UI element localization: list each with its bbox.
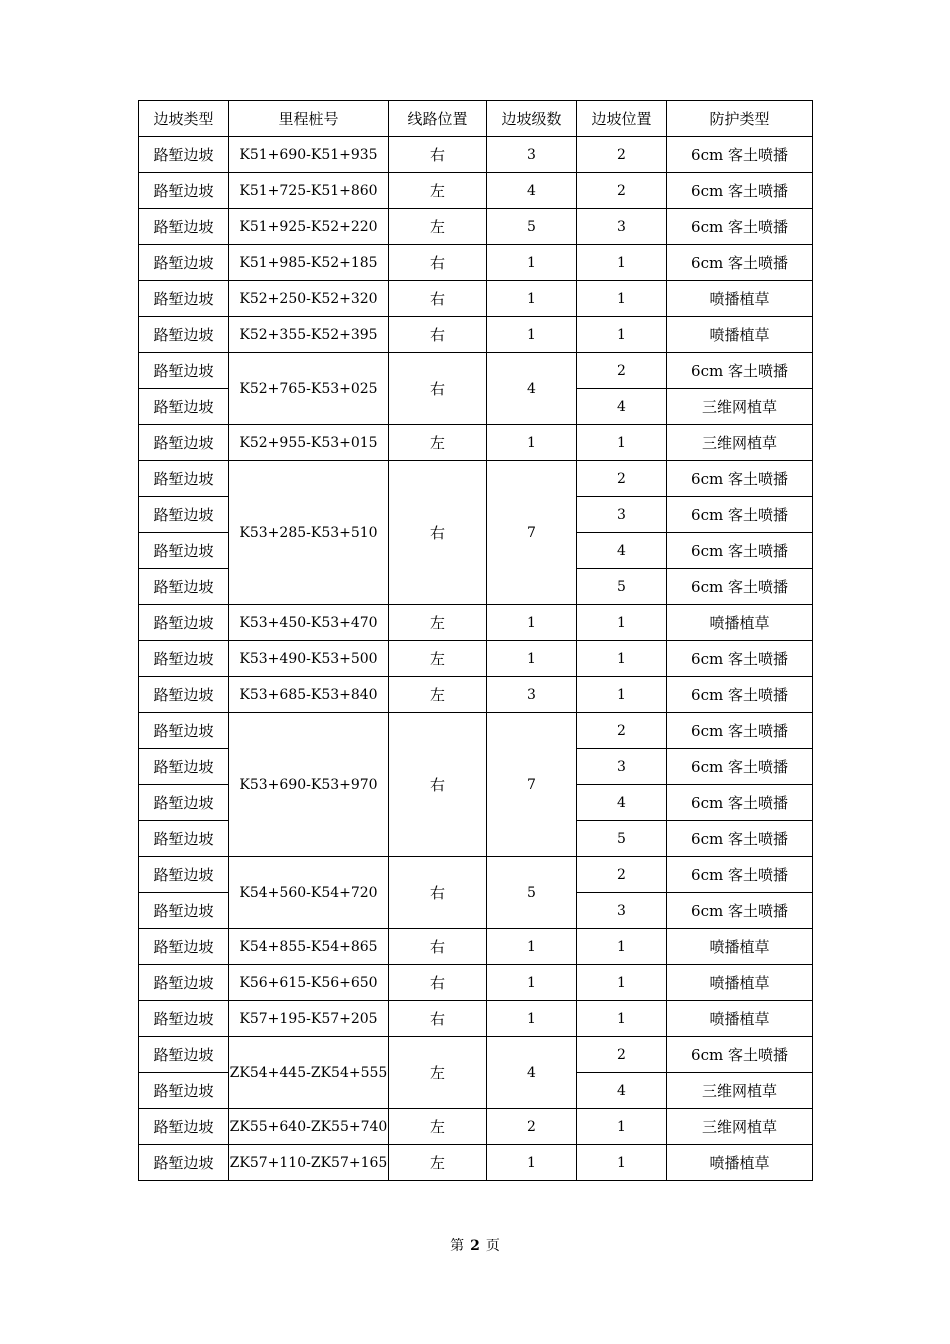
cell-slope-type: 路堑边坡 [139,605,229,641]
cell-slope-levels: 5 [487,857,577,929]
cell-slope-position: 3 [577,749,667,785]
table-row [139,929,813,965]
cell-slope-type: 路堑边坡 [139,569,229,605]
cell-slope-levels: 4 [487,1037,577,1109]
cell-slope-position: 1 [577,641,667,677]
cell-protection-type: 三维网植草 [667,1073,813,1109]
cell-slope-levels: 1 [487,245,577,281]
cell-protection-type: 6cm 客土喷播 [667,353,813,389]
page-footer [0,1235,950,1255]
cell-chainage: K51+725-K51+860 [229,173,389,209]
cell-slope-position: 1 [577,605,667,641]
cell-protection-type: 喷播植草 [667,605,813,641]
slope-protection-table [138,100,813,1181]
cell-protection-type: 喷播植草 [667,1001,813,1037]
cell-protection-type: 6cm 客土喷播 [667,245,813,281]
table-row [139,1145,813,1181]
cell-protection-type: 三维网植草 [667,1109,813,1145]
cell-protection-type: 6cm 客土喷播 [667,821,813,857]
cell-slope-levels: 4 [487,173,577,209]
cell-slope-type: 路堑边坡 [139,893,229,929]
cell-slope-position: 2 [577,461,667,497]
cell-slope-position: 2 [577,137,667,173]
table-row [139,1001,813,1037]
cell-slope-position: 4 [577,533,667,569]
cell-slope-type: 路堑边坡 [139,929,229,965]
cell-chainage: K56+615-K56+650 [229,965,389,1001]
cell-protection-type: 6cm 客土喷播 [667,137,813,173]
table-row [139,1037,813,1073]
cell-chainage: K53+450-K53+470 [229,605,389,641]
cell-protection-type: 6cm 客土喷播 [667,785,813,821]
cell-protection-type: 6cm 客土喷播 [667,461,813,497]
cell-chainage: K54+560-K54+720 [229,857,389,929]
cell-line-side: 左 [389,173,487,209]
cell-slope-position: 3 [577,497,667,533]
cell-protection-type: 喷播植草 [667,317,813,353]
cell-slope-levels: 1 [487,641,577,677]
cell-slope-position: 1 [577,245,667,281]
cell-slope-position: 1 [577,425,667,461]
table-row [139,173,813,209]
cell-protection-type: 6cm 客土喷播 [667,497,813,533]
cell-chainage: K51+985-K52+185 [229,245,389,281]
cell-line-side: 右 [389,713,487,857]
cell-protection-type: 6cm 客土喷播 [667,641,813,677]
header-protection-type: 防护类型 [667,101,813,137]
cell-slope-type: 路堑边坡 [139,425,229,461]
cell-slope-position: 2 [577,173,667,209]
cell-protection-type: 喷播植草 [667,965,813,1001]
cell-line-side: 左 [389,209,487,245]
cell-chainage: ZK55+640-ZK55+740 [229,1109,389,1145]
cell-chainage: K53+285-K53+510 [229,461,389,605]
cell-line-side: 右 [389,317,487,353]
table-row [139,713,813,749]
cell-slope-type: 路堑边坡 [139,209,229,245]
cell-slope-type: 路堑边坡 [139,137,229,173]
cell-protection-type: 6cm 客土喷播 [667,857,813,893]
cell-slope-levels: 7 [487,461,577,605]
page-label-suffix: 页 [485,1238,500,1254]
cell-protection-type: 喷播植草 [667,281,813,317]
cell-slope-type: 路堑边坡 [139,1073,229,1109]
cell-slope-position: 1 [577,929,667,965]
cell-protection-type: 6cm 客土喷播 [667,533,813,569]
cell-slope-position: 2 [577,353,667,389]
header-chainage: 里程桩号 [229,101,389,137]
cell-line-side: 左 [389,425,487,461]
header-line-side: 线路位置 [389,101,487,137]
cell-line-side: 右 [389,245,487,281]
cell-slope-type: 路堑边坡 [139,677,229,713]
cell-slope-levels: 1 [487,1001,577,1037]
cell-slope-levels: 1 [487,425,577,461]
table-header-row [139,101,813,137]
cell-line-side: 右 [389,929,487,965]
cell-protection-type: 6cm 客土喷播 [667,893,813,929]
cell-slope-position: 3 [577,209,667,245]
table-row [139,137,813,173]
cell-line-side: 右 [389,137,487,173]
table-row [139,317,813,353]
cell-slope-levels: 3 [487,137,577,173]
cell-slope-type: 路堑边坡 [139,1109,229,1145]
table-body [139,137,813,1181]
table-row [139,677,813,713]
cell-line-side: 左 [389,1145,487,1181]
cell-line-side: 左 [389,605,487,641]
table-row [139,1109,813,1145]
cell-line-side: 右 [389,461,487,605]
cell-slope-type: 路堑边坡 [139,1037,229,1073]
cell-slope-levels: 1 [487,965,577,1001]
cell-chainage: K53+490-K53+500 [229,641,389,677]
cell-slope-type: 路堑边坡 [139,497,229,533]
cell-slope-position: 5 [577,821,667,857]
cell-chainage: ZK54+445-ZK54+555 [229,1037,389,1109]
cell-chainage: K52+955-K53+015 [229,425,389,461]
cell-slope-position: 1 [577,1145,667,1181]
cell-line-side: 左 [389,1109,487,1145]
cell-chainage: K52+355-K52+395 [229,317,389,353]
table-row [139,353,813,389]
cell-slope-position: 1 [577,317,667,353]
cell-slope-position: 2 [577,1037,667,1073]
cell-chainage: K51+925-K52+220 [229,209,389,245]
table-row [139,461,813,497]
cell-slope-type: 路堑边坡 [139,641,229,677]
cell-slope-type: 路堑边坡 [139,461,229,497]
cell-protection-type: 6cm 客土喷播 [667,677,813,713]
cell-slope-levels: 5 [487,209,577,245]
table-row [139,425,813,461]
cell-slope-position: 5 [577,569,667,605]
cell-chainage: K53+685-K53+840 [229,677,389,713]
cell-slope-type: 路堑边坡 [139,533,229,569]
cell-protection-type: 6cm 客土喷播 [667,749,813,785]
page-number: 2 [470,1238,480,1254]
cell-slope-levels: 1 [487,281,577,317]
cell-protection-type: 喷播植草 [667,1145,813,1181]
cell-line-side: 左 [389,641,487,677]
cell-line-side: 右 [389,857,487,929]
header-slope-type: 边坡类型 [139,101,229,137]
cell-slope-position: 1 [577,281,667,317]
header-slope-position: 边坡位置 [577,101,667,137]
cell-protection-type: 6cm 客土喷播 [667,1037,813,1073]
cell-slope-type: 路堑边坡 [139,1001,229,1037]
cell-slope-type: 路堑边坡 [139,785,229,821]
table-row [139,641,813,677]
cell-slope-levels: 1 [487,1145,577,1181]
cell-slope-position: 1 [577,677,667,713]
cell-slope-type: 路堑边坡 [139,317,229,353]
cell-slope-levels: 1 [487,605,577,641]
page-label-prefix: 第 [450,1238,465,1254]
cell-slope-type: 路堑边坡 [139,281,229,317]
cell-chainage: ZK57+110-ZK57+165 [229,1145,389,1181]
cell-slope-position: 1 [577,1109,667,1145]
cell-slope-levels: 3 [487,677,577,713]
cell-slope-position: 4 [577,389,667,425]
table-row [139,857,813,893]
cell-slope-levels: 1 [487,317,577,353]
cell-line-side: 左 [389,1037,487,1109]
cell-slope-type: 路堑边坡 [139,857,229,893]
cell-protection-type: 喷播植草 [667,929,813,965]
cell-slope-type: 路堑边坡 [139,389,229,425]
cell-line-side: 左 [389,677,487,713]
table-row [139,605,813,641]
cell-slope-type: 路堑边坡 [139,353,229,389]
cell-chainage: K52+250-K52+320 [229,281,389,317]
cell-slope-levels: 7 [487,713,577,857]
cell-line-side: 右 [389,281,487,317]
cell-slope-type: 路堑边坡 [139,713,229,749]
cell-slope-position: 1 [577,965,667,1001]
cell-slope-levels: 4 [487,353,577,425]
cell-line-side: 右 [389,353,487,425]
cell-protection-type: 6cm 客土喷播 [667,209,813,245]
cell-slope-levels: 1 [487,929,577,965]
cell-slope-position: 1 [577,1001,667,1037]
cell-slope-type: 路堑边坡 [139,173,229,209]
cell-line-side: 右 [389,965,487,1001]
cell-slope-type: 路堑边坡 [139,245,229,281]
table-row [139,965,813,1001]
cell-slope-levels: 2 [487,1109,577,1145]
cell-chainage: K53+690-K53+970 [229,713,389,857]
table-row [139,281,813,317]
header-slope-levels: 边坡级数 [487,101,577,137]
cell-chainage: K57+195-K57+205 [229,1001,389,1037]
cell-line-side: 右 [389,1001,487,1037]
cell-protection-type: 三维网植草 [667,389,813,425]
table-row [139,245,813,281]
cell-slope-position: 4 [577,1073,667,1109]
cell-chainage: K51+690-K51+935 [229,137,389,173]
cell-slope-position: 3 [577,893,667,929]
cell-protection-type: 6cm 客土喷播 [667,713,813,749]
cell-slope-type: 路堑边坡 [139,1145,229,1181]
cell-protection-type: 6cm 客土喷播 [667,569,813,605]
cell-chainage: K52+765-K53+025 [229,353,389,425]
cell-slope-type: 路堑边坡 [139,821,229,857]
cell-protection-type: 三维网植草 [667,425,813,461]
cell-slope-type: 路堑边坡 [139,749,229,785]
table-row [139,209,813,245]
cell-slope-position: 4 [577,785,667,821]
cell-slope-position: 2 [577,857,667,893]
cell-protection-type: 6cm 客土喷播 [667,173,813,209]
cell-slope-position: 2 [577,713,667,749]
cell-slope-type: 路堑边坡 [139,965,229,1001]
cell-chainage: K54+855-K54+865 [229,929,389,965]
